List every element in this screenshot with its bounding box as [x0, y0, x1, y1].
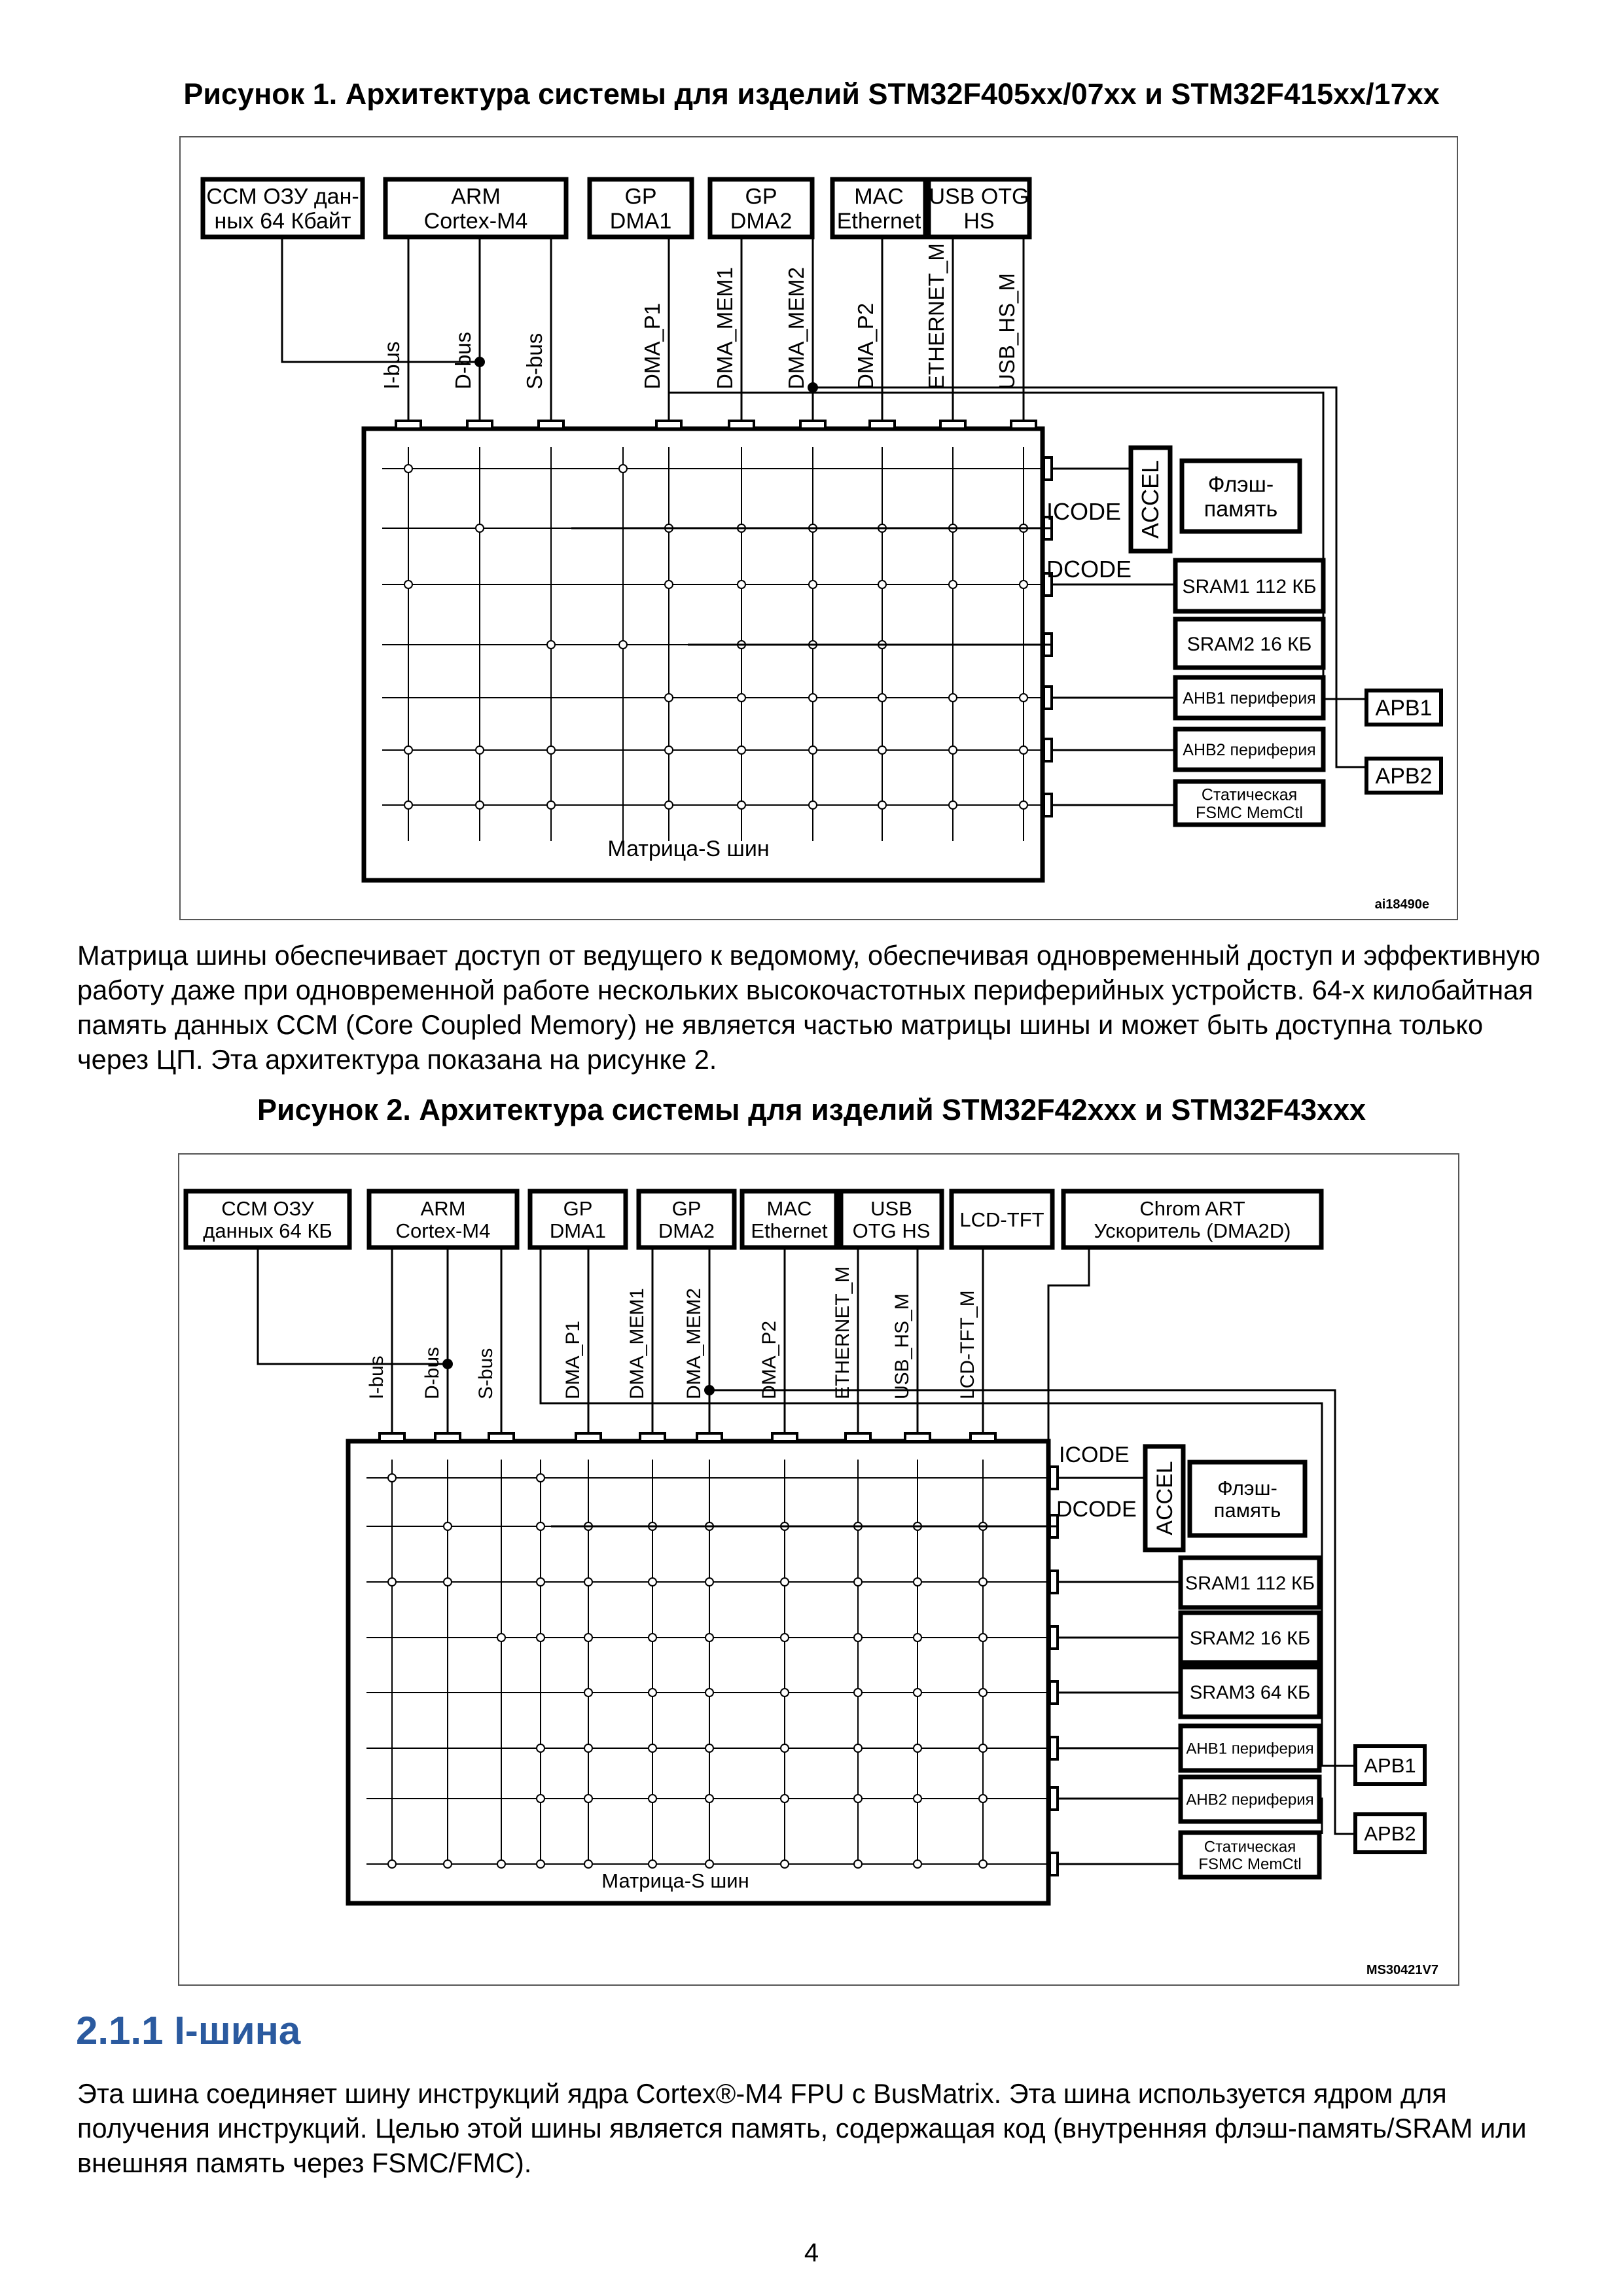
slave-flash-label: память [1204, 496, 1278, 522]
crossbar-node [476, 801, 484, 809]
crossbar-node [537, 1634, 544, 1641]
crossbar-node [1020, 746, 1027, 754]
slave-flash-label: Флэш- [1217, 1477, 1277, 1500]
slave-port [1050, 1626, 1058, 1649]
crossbar-node [584, 1744, 592, 1752]
junction-dot [705, 1386, 714, 1395]
bus-matrix [364, 429, 1043, 880]
figure-2-svg [179, 1155, 1458, 1984]
master-gpdma1-label: GP [563, 1197, 593, 1221]
matrix-label: Матрица-S шин [607, 836, 770, 861]
master-port [905, 1433, 930, 1441]
crossbar-node [404, 801, 412, 809]
crossbar-node [705, 1578, 713, 1586]
master-port [467, 421, 492, 429]
master-port [870, 421, 895, 429]
figure-2-diagram [178, 1153, 1459, 1986]
crossbar-node [979, 1689, 987, 1696]
crossbar-node [665, 801, 673, 809]
slave-port [1050, 1737, 1058, 1759]
apb-box-2-label: APB2 [1375, 764, 1433, 789]
bus-label: DMA_P1 [640, 302, 664, 389]
slave-ahb1-label: AHB1 периферия [1186, 1740, 1314, 1758]
crossbar-node [497, 1634, 505, 1641]
crossbar-node [547, 641, 555, 649]
master-gpdma1-label: GP [624, 184, 657, 209]
crossbar-node [781, 1578, 789, 1586]
crossbar-node [809, 746, 817, 754]
slave-sram2-label: SRAM2 16 КБ [1189, 1628, 1311, 1649]
bus-label: ETHERNET_M [924, 243, 948, 389]
slave-fsmc-label: Статическая [1201, 785, 1298, 804]
crossbar-node [1020, 581, 1027, 588]
bus-matrix [348, 1441, 1048, 1903]
crossbar-node [781, 1634, 789, 1641]
crossbar-node [537, 1795, 544, 1803]
slave-port [1044, 687, 1052, 709]
accel-label: ACCEL [1152, 1461, 1177, 1535]
master-ccm-label: CCM ОЗУ [221, 1197, 314, 1221]
apb-box-1-label: APB1 [1364, 1754, 1416, 1778]
figure-1-diagram [179, 136, 1458, 920]
crossbar-node [404, 581, 412, 588]
bus-label: LCD-TFT_M [957, 1290, 978, 1399]
connector-line [258, 1247, 448, 1364]
master-gpdma1-label: DMA1 [549, 1219, 607, 1243]
crossbar-node [854, 1634, 862, 1641]
master-port [940, 421, 965, 429]
master-chromart-label: Ускоритель (DMA2D) [1094, 1219, 1291, 1243]
crossbar-node [705, 1744, 713, 1752]
slave-port [1050, 1787, 1058, 1810]
master-gpdma2-label: DMA2 [658, 1219, 715, 1243]
crossbar-node [914, 1795, 921, 1803]
slave-sram1-label: SRAM1 112 КБ [1185, 1573, 1315, 1594]
master-ccm-label: CCM ОЗУ дан- [206, 184, 359, 209]
master-arm-label: Cortex-M4 [423, 208, 528, 234]
figure-code: MS30421V7 [1366, 1963, 1438, 1977]
slave-port [1050, 1853, 1058, 1875]
master-usbotg-label: USB OTG [929, 184, 1029, 209]
crossbar-node [497, 1860, 505, 1868]
crossbar-node [809, 694, 817, 702]
crossbar-node [878, 746, 886, 754]
accel-label: ACCEL [1137, 459, 1164, 539]
master-gpdma2-label: DMA2 [730, 208, 793, 234]
slave-port [1044, 457, 1052, 480]
crossbar-node [584, 1578, 592, 1586]
crossbar-node [854, 1744, 862, 1752]
bus-label: DMA_P2 [853, 302, 878, 389]
crossbar-node [649, 1634, 656, 1641]
crossbar-node [649, 1795, 656, 1803]
crossbar-node [649, 1689, 656, 1696]
master-port [396, 421, 421, 429]
crossbar-node [547, 746, 555, 754]
icode-label: ICODE [1059, 1443, 1130, 1467]
slave-sram3-label: SRAM3 64 КБ [1189, 1682, 1311, 1704]
master-port [656, 421, 681, 429]
bus-label: DMA_MEM2 [683, 1287, 705, 1399]
crossbar-node [738, 801, 745, 809]
slave-flash-label: память [1213, 1499, 1281, 1522]
master-gpdma2-label: GP [745, 184, 777, 209]
slave-ahb2-label: AHB2 периферия [1186, 1791, 1314, 1809]
slave-port [1044, 739, 1052, 761]
figure-1-svg [181, 137, 1457, 919]
bus-label: I-bus [380, 341, 404, 389]
crossbar-node [1020, 694, 1027, 702]
crossbar-node [878, 581, 886, 588]
crossbar-node [404, 746, 412, 754]
crossbar-node [854, 1689, 862, 1696]
master-usbotg-label: HS [963, 208, 995, 234]
master-gpdma1-label: DMA1 [609, 208, 672, 234]
crossbar-node [809, 801, 817, 809]
crossbar-node [914, 1744, 921, 1752]
master-port [697, 1433, 722, 1441]
crossbar-node [388, 1860, 396, 1868]
figure-1-title: Рисунок 1. Архитектура системы для изделий STM32F405xx/07xx и STM32F415xx/17xx [183, 77, 1440, 111]
crossbar-node [537, 1578, 544, 1586]
crossbar-node [914, 1634, 921, 1641]
bus-label: I-bus [366, 1355, 387, 1399]
master-ccm-label: ных 64 Кбайт [214, 208, 351, 234]
crossbar-node [809, 581, 817, 588]
master-port [772, 1433, 797, 1441]
crossbar-node [649, 1860, 656, 1868]
crossbar-node [781, 1860, 789, 1868]
master-port [729, 421, 754, 429]
master-port [640, 1433, 665, 1441]
crossbar-node [619, 465, 627, 473]
page-number: 4 [804, 2238, 819, 2267]
crossbar-node [949, 581, 957, 588]
crossbar-node [584, 1689, 592, 1696]
bus-label: D-bus [421, 1346, 443, 1399]
master-usbotg-label: USB [870, 1197, 912, 1221]
master-mac-label: Ethernet [751, 1219, 828, 1243]
master-mac-label: Ethernet [836, 208, 921, 234]
crossbar-node [665, 581, 673, 588]
slave-port [1050, 1467, 1058, 1489]
crossbar-node [781, 1744, 789, 1752]
bus-label: DMA_MEM1 [713, 266, 737, 389]
slave-port [1050, 1681, 1058, 1704]
slave-fsmc-label: FSMC MemCtl [1196, 803, 1303, 822]
crossbar-node [537, 1860, 544, 1868]
bus-label: USB_HS_M [995, 273, 1019, 389]
dcode-label: DCODE [1046, 556, 1132, 583]
crossbar-node [537, 1522, 544, 1530]
crossbar-node [584, 1634, 592, 1641]
connector-line [1048, 1247, 1089, 1441]
bus-label: S-bus [522, 332, 546, 389]
crossbar-node [705, 1634, 713, 1641]
master-arm-label: ARM [451, 184, 501, 209]
crossbar-node [949, 801, 957, 809]
slave-port [1044, 794, 1052, 816]
crossbar-node [781, 1689, 789, 1696]
junction-dot [808, 383, 817, 392]
apb-box-2-label: APB2 [1364, 1822, 1416, 1846]
bus-label: ETHERNET_M [832, 1266, 853, 1399]
crossbar-node [547, 801, 555, 809]
crossbar-node [665, 694, 673, 702]
crossbar-node [878, 694, 886, 702]
slave-ahb1-label: AHB1 периферия [1183, 689, 1316, 708]
crossbar-node [584, 1795, 592, 1803]
icode-label: ICODE [1046, 498, 1122, 525]
crossbar-node [444, 1578, 452, 1586]
bus-label: USB_HS_M [891, 1293, 913, 1399]
crossbar-node [781, 1795, 789, 1803]
crossbar-node [854, 1795, 862, 1803]
crossbar-node [444, 1860, 452, 1868]
master-port [576, 1433, 601, 1441]
crossbar-node [949, 746, 957, 754]
bus-label: DMA_MEM2 [784, 266, 808, 389]
crossbar-node [619, 641, 627, 649]
master-port [489, 1433, 514, 1441]
figure-code: ai18490e [1374, 897, 1429, 912]
master-mac-label: MAC [766, 1197, 812, 1221]
bus-label: DMA_P2 [758, 1320, 780, 1399]
bus-label: DMA_P1 [562, 1320, 584, 1399]
crossbar-node [705, 1860, 713, 1868]
crossbar-node [914, 1860, 921, 1868]
crossbar-node [979, 1795, 987, 1803]
crossbar-node [388, 1578, 396, 1586]
crossbar-node [914, 1578, 921, 1586]
slave-sram1-label: SRAM1 112 КБ [1182, 575, 1317, 598]
crossbar-node [476, 746, 484, 754]
crossbar-node [404, 465, 412, 473]
master-usbotg-label: OTG HS [852, 1219, 931, 1243]
crossbar-node [388, 1474, 396, 1482]
crossbar-node [476, 524, 484, 532]
junction-dot [443, 1359, 452, 1369]
slave-port [1050, 1571, 1058, 1593]
slave-fsmc-label: Статическая [1204, 1838, 1296, 1856]
crossbar-node [649, 1744, 656, 1752]
crossbar-node [705, 1795, 713, 1803]
slave-sram2-label: SRAM2 16 КБ [1186, 633, 1312, 655]
bus-label: S-bus [475, 1348, 497, 1399]
master-port [435, 1433, 460, 1441]
crossbar-node [854, 1860, 862, 1868]
section-heading: 2.1.1 I-шина [76, 2009, 301, 2053]
crossbar-node [979, 1860, 987, 1868]
crossbar-node [738, 581, 745, 588]
crossbar-node [537, 1474, 544, 1482]
crossbar-node [738, 694, 745, 702]
master-arm-label: Cortex-M4 [395, 1219, 491, 1243]
master-port [846, 1433, 870, 1441]
crossbar-node [537, 1744, 544, 1752]
junction-dot [475, 357, 484, 367]
master-gpdma2-label: GP [671, 1197, 702, 1221]
crossbar-node [649, 1578, 656, 1586]
bus-label: D-bus [451, 331, 475, 389]
crossbar-node [444, 1522, 452, 1530]
slave-fsmc-label: FSMC MemCtl [1198, 1855, 1302, 1873]
crossbar-node [949, 694, 957, 702]
paragraph-ibus: Эта шина соединяет шину инструкций ядра Cortex®-M4 FPU с BusMatrix. Эта шина используется ядром для получения инструкций. Целью этой шины является память, содержащая код (внутренняя флэш-память/SRAM или внешняя память через FSMC/FMC). [77, 2078, 1527, 2178]
crossbar-node [854, 1578, 862, 1586]
slave-ahb2-label: AHB2 периферия [1183, 741, 1316, 759]
paragraph-bus-matrix: Матрица шины обеспечивает доступ от ведущего к ведомому, обеспечивая одновременный доступ и эффективную работу даже при одновременной работе нескольких высокочастотных периферийных устройств. 64-х килобайтная память данных CCM (Core Coupled Memory) не является частью матрицы шины и может быть доступна только через ЦП. Эта архитектура показана на рисунке 2. [77, 940, 1541, 1075]
matrix-label: Матрица-S шин [601, 1869, 749, 1892]
master-mac-label: MAC [854, 184, 904, 209]
master-port [800, 421, 825, 429]
crossbar-node [979, 1634, 987, 1641]
master-chromart-label: Chrom ART [1139, 1197, 1245, 1221]
slave-flash-label: Флэш- [1207, 472, 1274, 497]
master-ccm-label: данных 64 КБ [203, 1219, 332, 1243]
master-port [1011, 421, 1036, 429]
crossbar-node [1020, 801, 1027, 809]
crossbar-node [738, 746, 745, 754]
crossbar-node [914, 1689, 921, 1696]
crossbar-node [878, 801, 886, 809]
master-lcdtft-label: LCD-TFT [959, 1208, 1044, 1232]
bus-label: DMA_MEM1 [626, 1287, 648, 1399]
crossbar-node [705, 1689, 713, 1696]
crossbar-node [665, 746, 673, 754]
master-port [971, 1433, 995, 1441]
dcode-label: DCODE [1056, 1497, 1137, 1522]
crossbar-node [584, 1860, 592, 1868]
master-port [539, 421, 563, 429]
figure-2-title: Рисунок 2. Архитектура системы для изделий STM32F42xxx и STM32F43xxx [257, 1093, 1366, 1126]
apb-box-1-label: APB1 [1375, 696, 1433, 721]
crossbar-node [979, 1578, 987, 1586]
crossbar-node [979, 1744, 987, 1752]
master-arm-label: ARM [420, 1197, 466, 1221]
master-port [380, 1433, 404, 1441]
